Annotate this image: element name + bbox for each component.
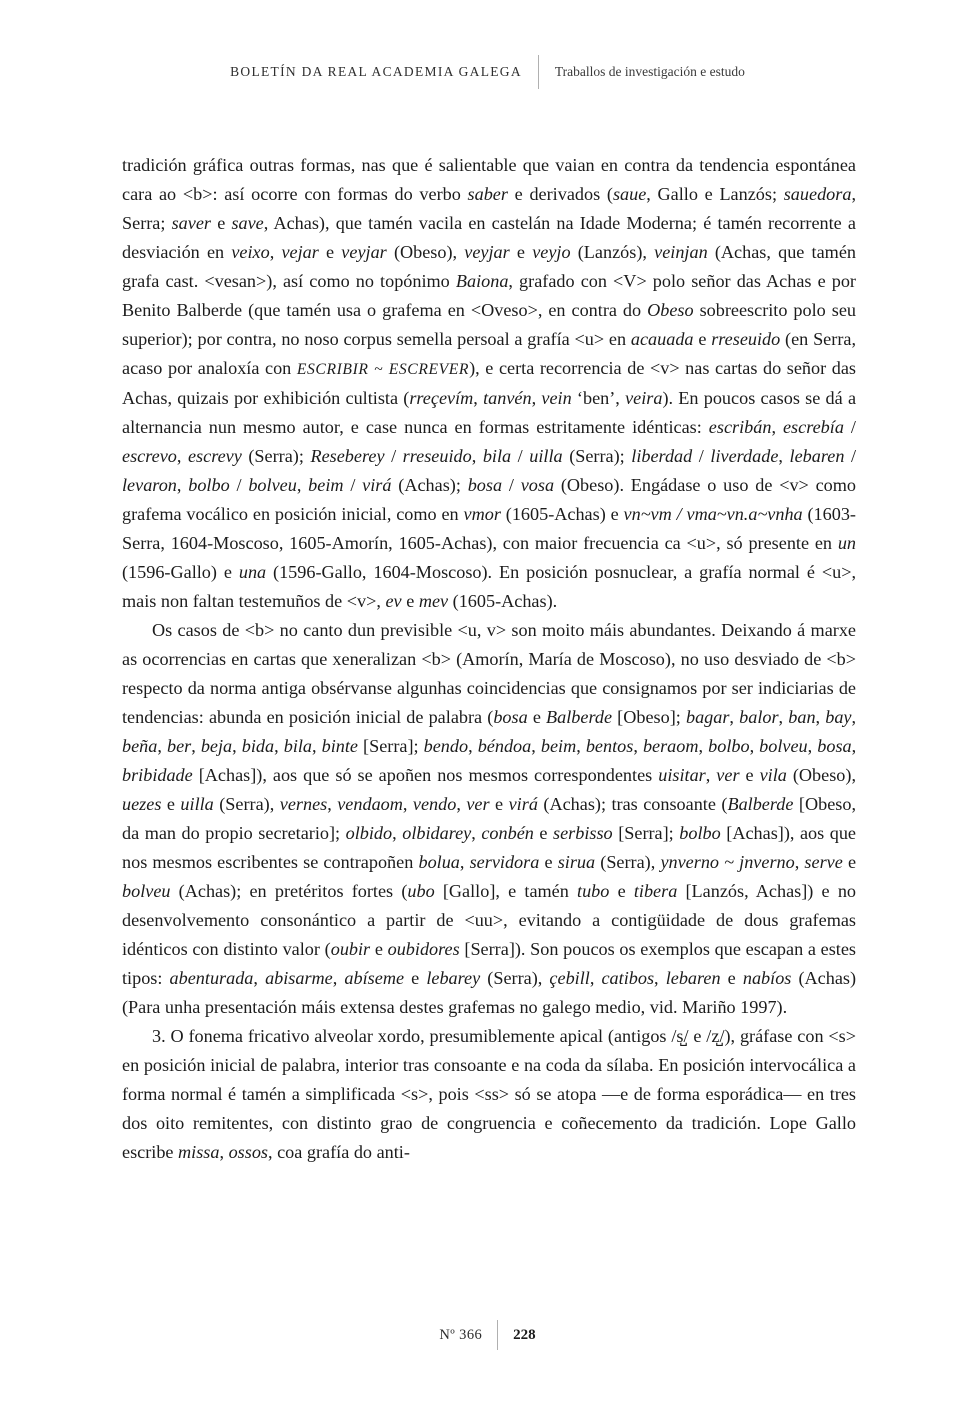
body-text: (1596-Gallo) e — [122, 562, 239, 582]
body-text: e — [404, 968, 427, 988]
body-text: , Achas), que tamén vacila en castelán na Idade Moderna; é tamén recorrente a desviación en — [122, 213, 856, 262]
body-text: / — [511, 446, 530, 466]
body-text: , — [807, 736, 818, 756]
body-text: sobreescrito polo seu superior); por contra, no noso corpus semella persoal a grafía <u> en — [122, 300, 856, 349]
body-text: , — [332, 968, 345, 988]
italic-term: escrevy — [187, 446, 242, 466]
body-text: e — [533, 823, 554, 843]
italic-term: una — [238, 562, 267, 582]
body-text: ). En poucos casos se dá a alternancia nun mesmo autor, e case nunca en formas estritamente idénticas: — [122, 388, 857, 437]
body-text: , — [253, 968, 266, 988]
body-text: / — [229, 475, 249, 495]
body-text: ), e certa recorrencia de <v> nas cartas do señor das Achas, quizais por exhibición cultista ( — [122, 358, 856, 408]
header-divider — [538, 55, 539, 89]
body-text: (Serra), — [213, 794, 280, 814]
italic-term: bila — [482, 446, 512, 466]
body-text: e — [401, 591, 419, 611]
italic-term: vn~vm / vma~vn.a~vnha — [623, 504, 803, 524]
body-text: (Obeso), — [386, 242, 465, 262]
body-text: e — [161, 794, 181, 814]
body-text: , — [191, 736, 201, 756]
body-text: , — [576, 736, 586, 756]
italic-term: virá — [508, 794, 538, 814]
italic-term: ubo — [407, 881, 435, 901]
italic-term: bay — [825, 707, 852, 727]
italic-term: tubo — [577, 881, 610, 901]
page-number: 228 — [513, 1326, 536, 1343]
italic-term: ossos — [228, 1142, 268, 1162]
paragraph — [122, 616, 856, 1022]
body-text: / — [343, 475, 363, 495]
body-text: , — [459, 852, 470, 872]
italic-term: save — [231, 213, 264, 233]
italic-term: olbidarey — [402, 823, 472, 843]
body-text: (1605-Achas) e — [500, 504, 624, 524]
body-text: , — [531, 736, 541, 756]
italic-term: bosa — [817, 736, 852, 756]
italic-term: veyjo — [532, 242, 571, 262]
body-text: , — [531, 388, 542, 408]
body-text: , — [219, 1142, 229, 1162]
italic-term: veinjan — [654, 242, 708, 262]
body-text: e — [842, 852, 857, 872]
italic-term: bolbo — [679, 823, 721, 843]
italic-term: vein — [541, 388, 572, 408]
journal-title: BOLETÍN DA REAL ACADEMIA GALEGA — [230, 64, 522, 79]
body-text: [Serra]; — [358, 736, 424, 756]
body-text: , — [794, 852, 805, 872]
italic-term: veira — [625, 388, 663, 408]
italic-term: abíseme — [344, 968, 405, 988]
body-text: / — [384, 446, 403, 466]
italic-term: escrebía — [782, 417, 844, 437]
italic-term: oubidores — [387, 939, 460, 959]
body-text: , — [274, 736, 284, 756]
italic-term: Obeso — [647, 300, 694, 320]
body-text: (1605-Achas). — [448, 591, 558, 611]
body-text: , — [471, 446, 483, 466]
article-body — [122, 151, 856, 1167]
italic-term: bolveu — [122, 881, 171, 901]
italic-term: uezes — [122, 794, 162, 814]
body-text: , — [456, 794, 467, 814]
italic-term: rreseuido — [711, 329, 781, 349]
italic-term: missa — [178, 1142, 220, 1162]
italic-term: bosa — [493, 707, 528, 727]
body-text: , — [468, 736, 478, 756]
italic-term: Balberde — [727, 794, 794, 814]
body-text: [Lanzós, Achas]) e no desenvolvemento consonántico a partir de <uu>, evitando a contigüidade de dous grafemas idénticos con distinto valor ( — [122, 881, 857, 959]
body-text: (Achas); en pretéritos fortes ( — [170, 881, 408, 901]
italic-term: liberdad — [631, 446, 693, 466]
italic-term: veixo — [231, 242, 270, 262]
body-text: , — [402, 794, 413, 814]
body-text: , — [778, 446, 790, 466]
italic-term: vejar — [281, 242, 319, 262]
italic-term: vendaom — [337, 794, 403, 814]
italic-term: un — [837, 533, 856, 553]
body-text: (Obeso), — [786, 765, 856, 785]
body-text: / — [843, 417, 856, 437]
italic-term: vernes — [279, 794, 328, 814]
italic-term: bila — [283, 736, 313, 756]
italic-term: balor — [739, 707, 779, 727]
italic-term: liverdade — [710, 446, 779, 466]
body-text: / — [692, 446, 711, 466]
italic-term: olbido — [345, 823, 393, 843]
body-text: (en Serra, acaso por analoxía con — [122, 329, 856, 378]
italic-term: uilla — [529, 446, 563, 466]
body-text: [Serra]; — [612, 823, 680, 843]
italic-term: sirua — [557, 852, 596, 872]
italic-term: Reseberey — [310, 446, 385, 466]
body-text: , — [296, 475, 309, 495]
body-text: e — [693, 329, 712, 349]
body-text: e derivados ( — [507, 184, 613, 204]
page-header — [0, 55, 975, 89]
body-text: , — [473, 388, 484, 408]
italic-term: bribidade — [122, 765, 193, 785]
italic-term: nabíos — [742, 968, 792, 988]
italic-term: ver — [716, 765, 740, 785]
body-text: , — [851, 736, 857, 756]
body-text: , — [778, 707, 789, 727]
page-footer — [0, 1320, 975, 1350]
body-text: e — [509, 242, 533, 262]
paragraph — [122, 1022, 856, 1167]
italic-term: bolbo — [708, 736, 750, 756]
body-text: ‘ben’, — [571, 388, 626, 408]
body-text: , Serra; — [122, 184, 856, 233]
italic-term: lebaren — [789, 446, 845, 466]
body-text: (Achas, que tamén grafa cast. <vesan>), así como no topónimo — [122, 242, 856, 291]
italic-term: vila — [759, 765, 787, 785]
body-text: (Achas); tras consoante ( — [537, 794, 728, 814]
italic-term: Baiona — [455, 271, 509, 291]
italic-term: sauedora — [783, 184, 852, 204]
italic-term: beraom — [642, 736, 699, 756]
italic-term: ynverno ~ jnverno — [660, 852, 795, 872]
italic-term: uilla — [180, 794, 214, 814]
body-text: [Obeso, da man do propio secretario]; — [122, 794, 856, 843]
italic-term: abenturada — [169, 968, 254, 988]
body-text: (Achas) (Para unha presentación máis extensa destes grafemas no galego medio, vid. Mariño 1997). — [122, 968, 857, 1017]
italic-term: bolveu — [248, 475, 297, 495]
body-text: 3. O fonema fricativo alveolar xordo, presumiblemente apical (antigos /s̺/ e /z̺/), gráfase con <s> en posición inicial de palabra, interior tras consoante e na coda da sílaba. En posición intervocálica a forma normal é tamén a simplificada <s>, pois <ss> só se atopa —e de forma esporádica— en tres dos oito remitentes, con distinto grao de congruencia e coñecemento da tradición. Lope Gallo escribe — [122, 1026, 856, 1162]
italic-term: catibos — [601, 968, 655, 988]
italic-term: lebaren — [665, 968, 721, 988]
body-text: e — [489, 794, 509, 814]
body-text: , — [654, 968, 666, 988]
italic-term: tibera — [633, 881, 678, 901]
italic-term: beja — [200, 736, 233, 756]
italic-term: saver — [171, 213, 212, 233]
italic-term: veyjar — [464, 242, 510, 262]
body-text: / — [844, 446, 857, 466]
body-text: , — [633, 736, 643, 756]
body-text: , — [471, 823, 482, 843]
italic-term: bosa — [467, 475, 503, 495]
body-text: (Lanzós), — [570, 242, 655, 262]
italic-term: bolua — [418, 852, 460, 872]
italic-term: vmor — [463, 504, 501, 524]
body-text: (1596-Gallo, 1604-Moscoso). En posición posnuclear, a grafía normal é <u>, mais non faltan testemuños de <v>, — [122, 562, 856, 611]
body-text: (Obeso). Engádase o uso de <v> como grafema vocálico en posición inicial, como en — [122, 475, 856, 524]
body-text: , — [589, 968, 602, 988]
body-text: , grafado con <V> polo señor das Achas e por Benito Balberde (que tamén usa o grafema en <Oveso>, en contra do — [122, 271, 856, 320]
italic-term: bolbo — [188, 475, 230, 495]
italic-term: bentos — [585, 736, 634, 756]
body-text: [Achas]), aos que nos mesmos escribentes se contrapoñen — [122, 823, 857, 872]
paragraph — [122, 151, 856, 616]
body-text: , — [851, 707, 857, 727]
body-text: , — [312, 736, 322, 756]
italic-term: ver — [466, 794, 490, 814]
italic-term: Balberde — [546, 707, 613, 727]
italic-term: béndoa — [477, 736, 532, 756]
italic-term: serbisso — [553, 823, 613, 843]
body-text: , — [176, 475, 189, 495]
italic-term: tanvén — [483, 388, 532, 408]
body-text: e — [527, 707, 547, 727]
body-text: , — [729, 707, 740, 727]
italic-term: rreseuido — [402, 446, 472, 466]
body-text: , — [327, 794, 338, 814]
body-text: / — [502, 475, 521, 495]
body-text: (Serra); — [241, 446, 311, 466]
italic-term: levaron — [122, 475, 177, 495]
footer-divider — [497, 1320, 498, 1350]
body-text: , — [749, 736, 760, 756]
body-text: e — [211, 213, 232, 233]
body-text: (Serra); — [562, 446, 632, 466]
italic-term: vosa — [520, 475, 555, 495]
body-text: (Serra), — [480, 968, 550, 988]
italic-term: virá — [362, 475, 392, 495]
body-text: e — [609, 881, 634, 901]
italic-term: lebarey — [426, 968, 481, 988]
italic-term: conbén — [481, 823, 534, 843]
body-text: (Serra), — [595, 852, 661, 872]
body-text: [Serra]). Son poucos os exemplos que escapan a estes tipos: — [122, 939, 856, 988]
body-text: e — [539, 852, 558, 872]
body-text: e — [720, 968, 743, 988]
italic-term: bida — [241, 736, 275, 756]
body-text: e — [739, 765, 760, 785]
issue-number: Nº 366 — [439, 1326, 483, 1343]
body-text: [Achas]), aos que só se apoñen nos mesmos correspondentes — [192, 765, 659, 785]
body-text: , — [815, 707, 826, 727]
body-text: , — [176, 446, 188, 466]
body-text: [Obeso]; — [612, 707, 686, 727]
body-text: , coa grafía do anti- — [268, 1142, 410, 1162]
italic-term: abisarme — [265, 968, 333, 988]
italic-term: uisitar — [658, 765, 706, 785]
body-text: , — [157, 736, 167, 756]
body-text: e — [370, 939, 388, 959]
italic-term: escribán — [708, 417, 772, 437]
body-text: (Achas); — [391, 475, 468, 495]
italic-term: acauada — [630, 329, 694, 349]
section-title: Traballos de investigación e estudo — [554, 64, 745, 79]
body-text: , — [705, 765, 717, 785]
italic-term: saber — [467, 184, 508, 204]
italic-term: binte — [321, 736, 358, 756]
italic-term: ban — [788, 707, 816, 727]
body-text: [Gallo], e tamén — [434, 881, 578, 901]
italic-term: bolveu — [759, 736, 808, 756]
italic-term: serve — [804, 852, 843, 872]
body-text: , — [269, 242, 282, 262]
italic-term: ber — [166, 736, 192, 756]
italic-term: bendo — [423, 736, 469, 756]
italic-term: beña — [122, 736, 158, 756]
body-text: , — [392, 823, 403, 843]
italic-term: vendo — [412, 794, 457, 814]
small-caps-term: ESCRIBIR ~ ESCREVER — [296, 361, 470, 378]
body-text: , Gallo e Lanzós; — [646, 184, 784, 204]
body-text: , — [698, 736, 709, 756]
italic-term: servidora — [469, 852, 540, 872]
body-text: Os casos de <b> no canto dun previsible <u, v> son moito máis abundantes. Deixando á marxe as ocorrencias en cartas que xeneralizan <b> (Amorín, María de Moscoso), no uso desviado de <b> respecto da norma antiga obsérvanse algunhas coincidencias que consignamos por ser indiciarias de tendencias: abunda en posición inicial de palabra ( — [122, 620, 856, 727]
body-text: tradición gráfica outras formas, nas que é salientable que vaian en contra da tendencia espontánea cara ao <b>: así ocorre con formas do verbo — [122, 155, 856, 204]
body-text: , — [771, 417, 783, 437]
body-text: , — [232, 736, 242, 756]
italic-term: beim — [308, 475, 344, 495]
italic-term: rreçevím — [409, 388, 474, 408]
italic-term: mev — [418, 591, 449, 611]
italic-term: escrevo — [122, 446, 177, 466]
body-text: (1603-Serra, 1604-Moscoso, 1605-Amorín, 1605-Achas), con maior frecuencia ca <u>, só presente en — [122, 504, 856, 553]
italic-term: ev — [385, 591, 402, 611]
italic-term: beim — [540, 736, 577, 756]
italic-term: çebill — [549, 968, 590, 988]
italic-term: oubir — [330, 939, 371, 959]
italic-term: bagar — [685, 707, 730, 727]
body-text: e — [318, 242, 342, 262]
italic-term: veyjar — [341, 242, 387, 262]
italic-term: saue — [612, 184, 647, 204]
